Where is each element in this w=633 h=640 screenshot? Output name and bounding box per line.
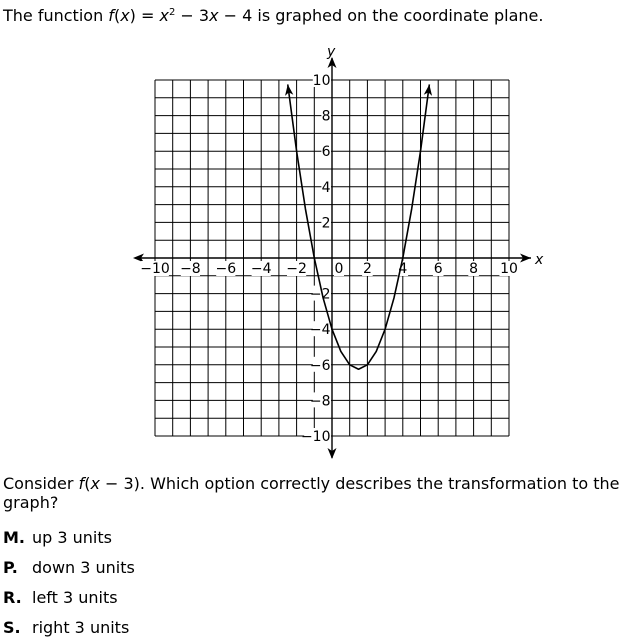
- y-tick-label: −10: [300, 429, 331, 445]
- choice-text: up 3 units: [32, 528, 112, 547]
- stem-text: − 4 is graphed on the coordinate plane.: [218, 6, 544, 25]
- choice-p[interactable]: [3, 558, 135, 578]
- stem-text: − 3: [175, 6, 210, 25]
- prompt-text: − 3). Which option correctly describes the transformation to the graph?: [3, 474, 620, 512]
- stem-equals: =: [135, 6, 160, 25]
- y-tick-label: −2: [309, 286, 331, 303]
- choice-r[interactable]: [3, 588, 118, 608]
- y-tick-label: −4: [309, 322, 331, 339]
- choice-s[interactable]: [3, 618, 129, 638]
- choice-letter: R.: [3, 588, 22, 607]
- choice-letter: S.: [3, 618, 21, 637]
- stem-variable: x: [120, 6, 130, 25]
- origin-label: 0: [334, 261, 344, 277]
- parabola-curve: [285, 84, 432, 369]
- x-tick-label: 6: [433, 261, 443, 277]
- stem-exponent: 2: [168, 7, 176, 18]
- prompt-text: Consider: [3, 474, 79, 493]
- axes: [133, 57, 531, 459]
- y-tick-label: 2: [321, 215, 331, 232]
- choice-letter: M.: [3, 528, 25, 547]
- choice-text: left 3 units: [32, 588, 118, 607]
- prompt-function: f: [78, 474, 85, 493]
- x-tick-label: 4: [398, 261, 408, 277]
- function-name: f: [108, 6, 114, 25]
- x-tick-label: −8: [180, 261, 201, 277]
- choice-text: down 3 units: [32, 558, 135, 577]
- y-axis-label: y: [327, 44, 336, 60]
- choice-letter: P.: [3, 558, 18, 577]
- y-tick-label: −6: [309, 357, 331, 374]
- question-prompt: [3, 474, 629, 512]
- choice-text: right 3 units: [32, 618, 130, 637]
- x-tick-label: 8: [469, 261, 479, 277]
- x-tick-label: −2: [286, 261, 307, 277]
- y-tick-label: 6: [321, 144, 331, 161]
- choice-m[interactable]: [3, 528, 112, 548]
- stem-variable: x: [159, 6, 169, 25]
- stem-paren-close: ): [129, 6, 136, 25]
- x-tick-label: −10: [140, 261, 170, 277]
- y-tick-label: 4: [321, 179, 331, 196]
- x-tick-label: −4: [250, 261, 272, 277]
- y-tick-label: 8: [321, 108, 331, 125]
- prompt-paren: (: [84, 474, 91, 493]
- x-tick-label: −6: [215, 261, 237, 277]
- stem-text: The function: [3, 6, 109, 25]
- x-tick-label: 2: [362, 261, 372, 277]
- y-tick-label: −8: [309, 393, 331, 410]
- prompt-variable: x: [90, 474, 100, 493]
- stem-variable: x: [209, 6, 219, 25]
- y-tick-label: 10: [312, 73, 331, 89]
- stem-paren-open: (: [113, 6, 121, 25]
- x-tick-label: 10: [500, 261, 518, 277]
- x-axis-label: x: [535, 252, 544, 268]
